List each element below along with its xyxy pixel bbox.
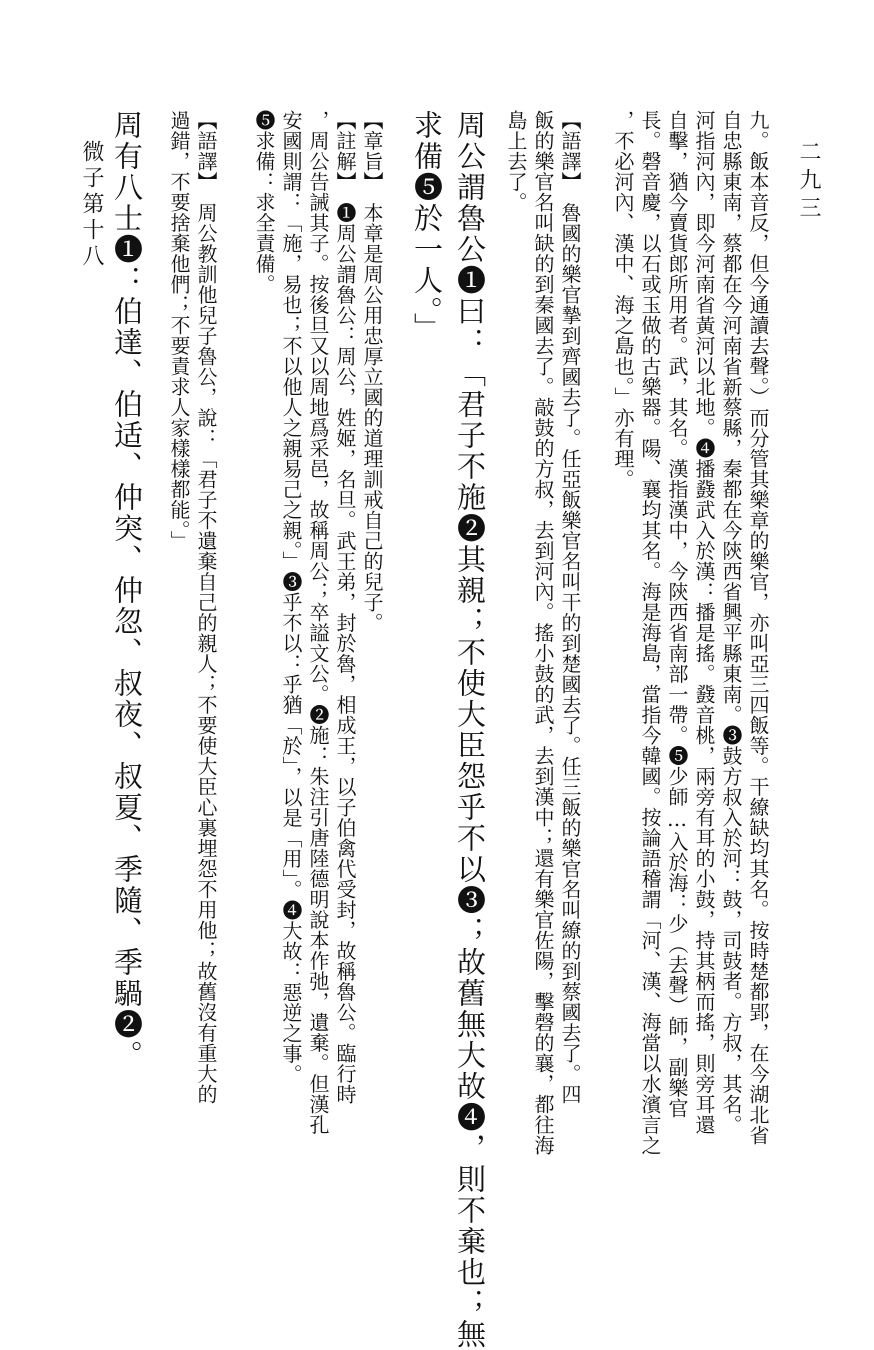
text-column: 【章旨】 本章是周公用忠厚立國的道理訓戒自己的兒子。 [360, 110, 384, 633]
text-column: 自忠縣東南，蔡都在今河南省新蔡縣，秦都在今陝西省興平縣東南。❸鼓方叔入於河：鼓，司鼓者。方叔，其名。 [719, 110, 743, 1135]
text-column: 島上去了。 [504, 110, 528, 213]
text-column: 九。飯本音反，但今通讀去聲。）而分管其樂章的樂官，亦叫亞三四飯等。干繚缺均其名。按時楚都郢，在今湖北省 [746, 110, 770, 1146]
text-column: ，周公告誡其子。按後旦又以周地爲采邑，故稱周公；卒謚文公。❷施：朱注引唐陸德明說本作弛，遺棄。但漢孔 [306, 110, 330, 1135]
text-column: 過錯，不要捨棄他們；不要責求人家樣樣都能。」 [167, 110, 191, 551]
text-column: 飯的樂官名叫缺的到秦國去了。敲鼓的方叔，去到河內。搖小鼓的武，去到漢中；還有樂官佐陽，擊磬的襄，都往海 [531, 110, 555, 1156]
text-column: ，不必河內、漢中、海之島也。」亦有理。 [611, 110, 635, 490]
text-column: 自擊，猶今賣貨郎所用者。武，其名。漢指漢中，今陝西省南部一帶。❺少師…入於海：少（去聲）師，副樂官 [665, 110, 689, 1119]
text-column: 長。磬音慶，以石或玉做的古樂器。陽、襄均其名。海是海島，當指今韓國。按論語稽謂「河、漢、海當以水濱言之 [638, 110, 662, 1156]
text-column: 河指河內，即今河南省黃河以北地。❹播鼗武入於漢：播是搖。鼗音桃，兩旁有耳的小鼓，持其柄而搖，則旁耳還 [692, 110, 716, 1135]
text-column: 【註解】 ❶周公謂魯公：周公，姓姬，名旦。武王弟，封於魯，相成王，以子伯禽代受封，故稱魯公。臨行時 [333, 110, 357, 1105]
main-text-column: 周公謂魯公❶曰：「君子不施❷其親；不使大臣怨乎不以❸；故舊無大故❹，則不棄也；無 [453, 110, 487, 1350]
chapter-title: 微子第十八 [79, 140, 104, 270]
main-text-column: 周有八士❶：伯達、伯适、仲突、仲忽、叔夜、叔夏、季隨、季騧❷。 [110, 110, 144, 1071]
text-column: ❺求備：求全責備。 [252, 110, 276, 295]
text-column: 【語譯】 周公教訓他兒子魯公，說：「君子不遺棄自己的親人；不要使大臣心裏埋怨不用他；故舊沒有重大的 [194, 110, 218, 1105]
text-column: 【語譯】 魯國的樂官摯到齊國去了。任亞飯樂官名叫干的到楚國去了。任三飯的樂官名叫繚的到蔡國去了。四 [558, 110, 582, 1105]
page-number: 二九三 [796, 140, 821, 224]
text-column: 安國則謂：「施，易也；不以他人之親易己之親。」❸乎不以：乎猶「於」，以是「用」。❹大故：惡逆之事。 [279, 110, 303, 1085]
main-text-column: 求備❺於一人。」 [410, 110, 444, 344]
